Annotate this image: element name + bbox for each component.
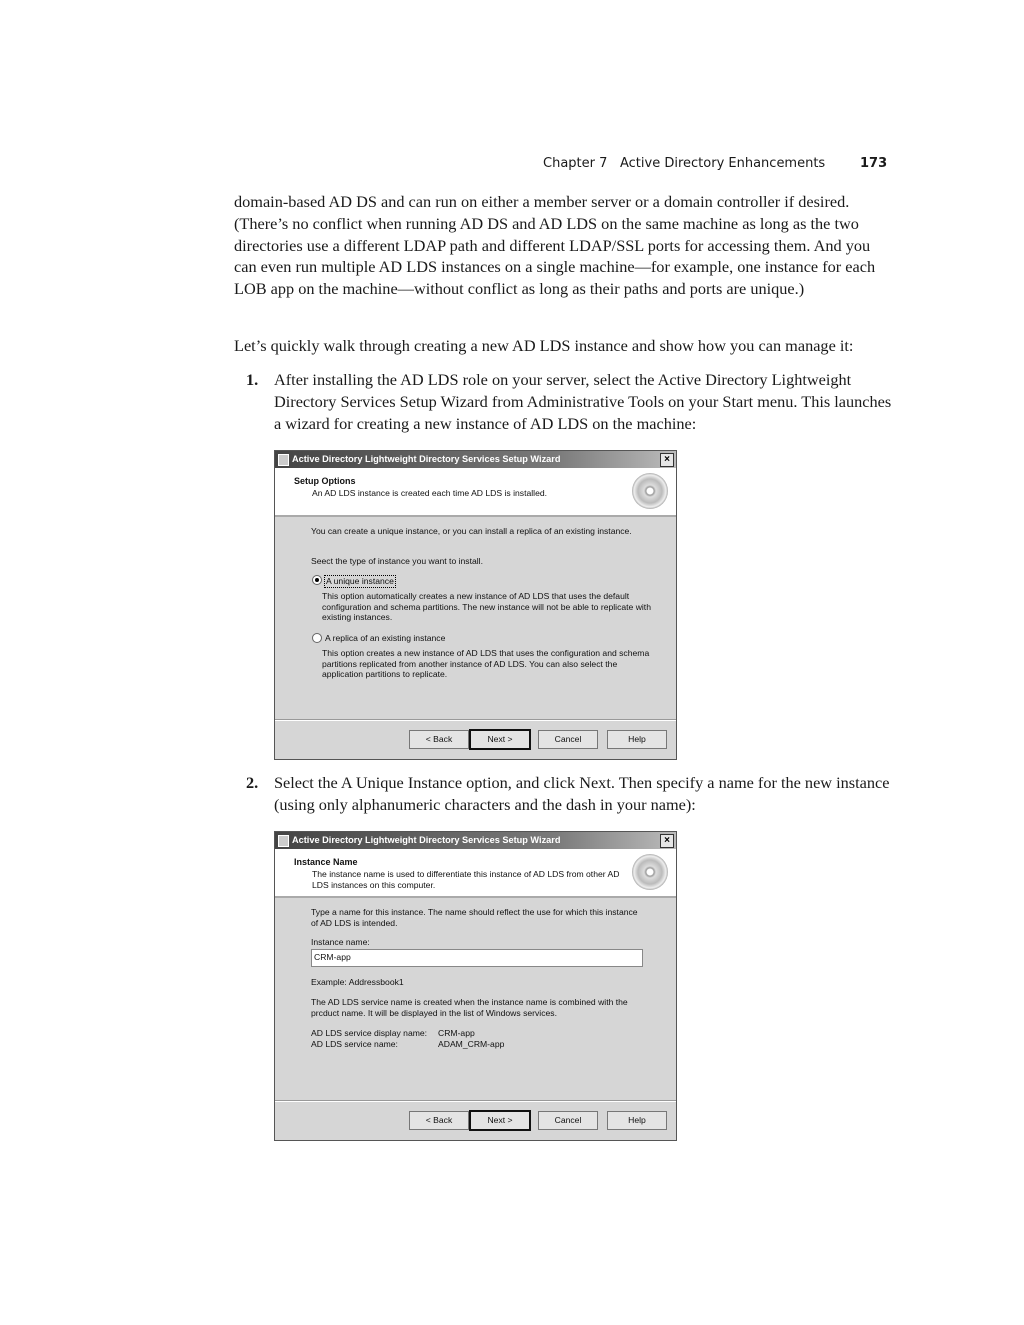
footer-divider bbox=[275, 1100, 676, 1101]
step-text: Select the A Unique Instance option, and click Next. Then specify a name for the new instance (using only alphanumeric characters and the dash in your name): bbox=[274, 773, 890, 814]
app-icon bbox=[278, 454, 289, 466]
help-button[interactable]: Help bbox=[607, 730, 667, 749]
display-name-label: AD LDS service display name: bbox=[311, 1028, 428, 1038]
dialog-title: Active Directory Lightweight Directory Services Setup Wizard bbox=[292, 454, 561, 464]
setup-wizard-dialog bbox=[274, 831, 677, 1141]
page-heading: Instance Name bbox=[294, 857, 358, 867]
replica-instance-label[interactable]: A replica of an existing instance bbox=[325, 633, 446, 643]
back-button[interactable]: < Back bbox=[409, 730, 469, 749]
unique-instance-radio[interactable] bbox=[312, 575, 322, 585]
cancel-button[interactable]: Cancel bbox=[538, 1111, 598, 1130]
wizard-header bbox=[275, 468, 676, 517]
page-number: 173 bbox=[860, 156, 888, 171]
step-number: 1. bbox=[246, 370, 259, 389]
display-name-value: CRM-app bbox=[438, 1028, 475, 1038]
chapter-title: Active Directory Enhancements bbox=[620, 156, 826, 171]
close-button[interactable]: × bbox=[660, 834, 674, 848]
next-button[interactable]: Next > bbox=[470, 730, 530, 749]
cd-icon bbox=[632, 854, 668, 890]
replica-instance-description: This option creates a new instance of AD LDS that uses the configuration and schema partitions replicated from another instance of AD LDS. You can also select the application partitions to replicate. bbox=[322, 648, 650, 679]
intro-text: You can create a unique instance, or you can install a replica of an existing instance. bbox=[311, 526, 632, 536]
list-item bbox=[246, 772, 896, 816]
page-heading: Setup Options bbox=[294, 476, 356, 486]
back-button[interactable]: < Back bbox=[409, 1111, 469, 1130]
intro-text: Type a name for this instance. The name should reflect the use for which this instance of AD LDS is intended. bbox=[311, 907, 638, 928]
app-icon bbox=[278, 835, 289, 847]
help-button[interactable]: Help bbox=[607, 1111, 667, 1130]
unique-instance-label[interactable]: A unique instance bbox=[326, 576, 394, 586]
next-button[interactable]: Next > bbox=[470, 1111, 530, 1130]
setup-wizard-dialog bbox=[274, 450, 677, 760]
step-text: After installing the AD LDS role on your server, select the Active Directory Lightweight Directory Services Setup Wizard from Administrative Tools on your Start menu. This launches a wizard for creating a new instance of AD LDS on the machine: bbox=[274, 370, 892, 433]
cancel-button[interactable]: Cancel bbox=[538, 730, 598, 749]
close-button[interactable]: × bbox=[660, 453, 674, 467]
replica-instance-radio[interactable] bbox=[312, 633, 322, 643]
chapter-number: Chapter 7 bbox=[543, 156, 608, 171]
example-text: Example: Addressbook1 bbox=[311, 977, 404, 987]
body-paragraph: Let’s quickly walk through creating a new AD LDS instance and show how you can manage it: bbox=[234, 336, 854, 355]
service-name-value: ADAM_CRM-app bbox=[438, 1039, 505, 1049]
instance-name-input[interactable]: CRM-app bbox=[311, 949, 643, 967]
unique-instance-description: This option automatically creates a new instance of AD LDS that uses the default configuration and schema partitions. The new instance will not be able to replicate with existing instances. bbox=[322, 591, 651, 622]
service-note: The AD LDS service name is created when the instance name is combined with the prcduct name. It will be displayed in the list of Windows services. bbox=[311, 997, 628, 1018]
list-item bbox=[246, 369, 896, 434]
cd-icon bbox=[632, 473, 668, 509]
instance-name-label: Instance name: bbox=[311, 937, 370, 947]
page-subheading: An AD LDS instance is created each time AD LDS is installed. bbox=[312, 488, 548, 498]
dialog-title: Active Directory Lightweight Directory Services Setup Wizard bbox=[292, 835, 561, 845]
page-subheading: The instance name is used to differentiate this instance of AD LDS from other AD LDS instances on this computer. bbox=[312, 869, 620, 890]
footer-divider bbox=[275, 719, 676, 720]
title-bar bbox=[275, 451, 676, 468]
select-prompt: Seect the type of instance you want to install. bbox=[311, 556, 483, 566]
title-bar bbox=[275, 832, 676, 849]
step-number: 2. bbox=[246, 773, 259, 792]
service-name-label: AD LDS service name: bbox=[311, 1039, 398, 1049]
body-paragraph: domain-based AD DS and can run on either a member server or a domain controller if desired. (There’s no conflict when running AD DS and AD LDS on the same machine as long as the two directories use a different LDAP path and different LDAP/SSL ports for accessing them. And you can even run multiple AD LDS instances on a single machine—for example, one instance for each LOB app on the machine—without conflict as long as their paths and ports are unique.) bbox=[234, 192, 876, 299]
wizard-header bbox=[275, 849, 676, 898]
